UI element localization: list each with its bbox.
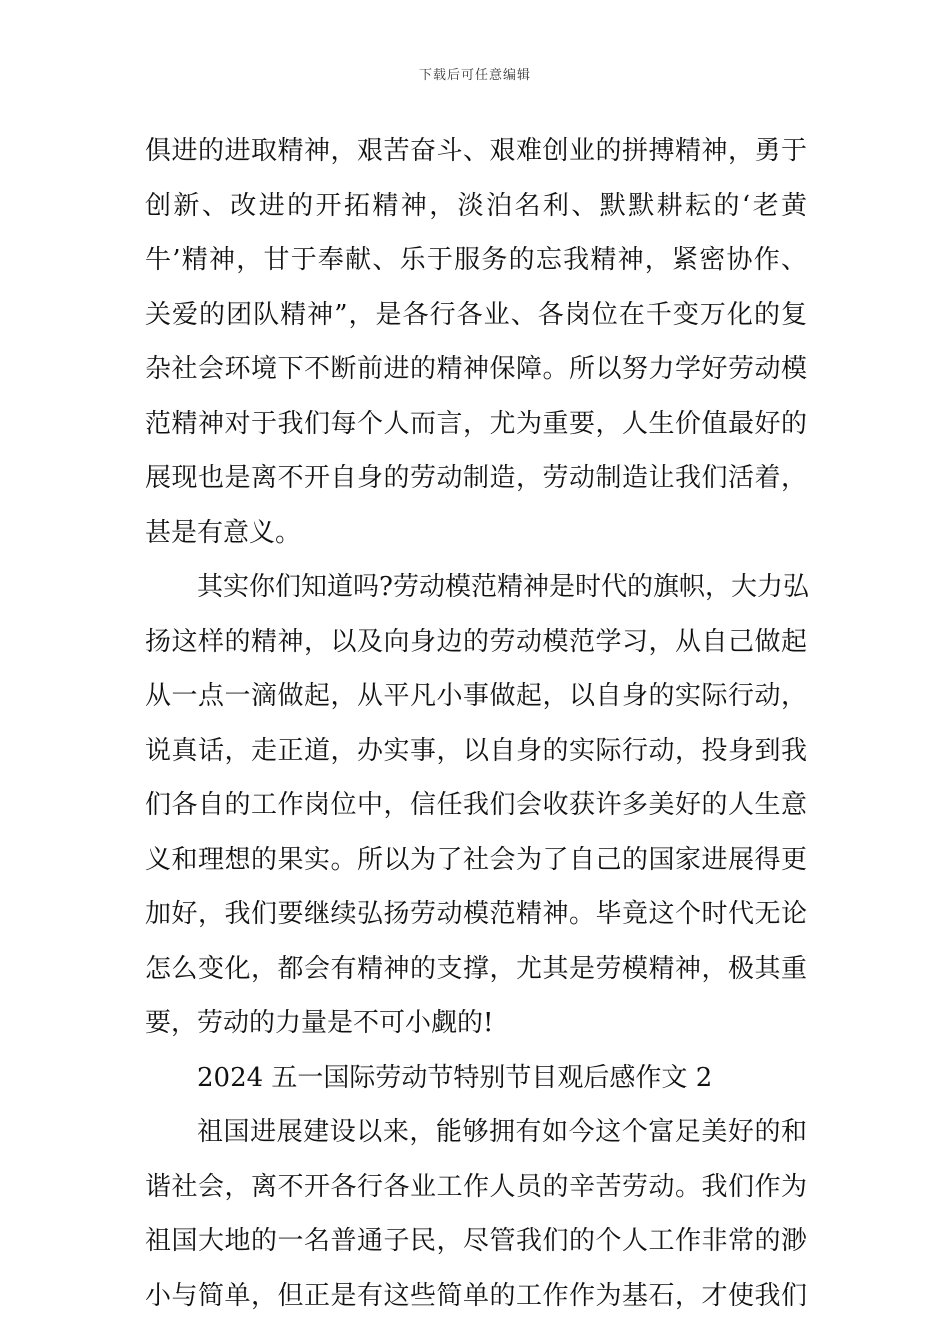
text-line-8: 甚是有意义。 [145, 517, 302, 548]
page-header: 下载后可任意编辑 [418, 68, 531, 83]
text-line-15: 加好，我们要继续弘扬劳动模范精神。毕竟这个时代无论 [145, 899, 807, 929]
section-heading: 2024 五一国际劳动节特别节目观后感作文 2 [197, 1062, 713, 1093]
text-line-9: 其实你们知道吗?劳动模范精神是时代的旗帜，大力弘 [197, 572, 809, 602]
text-line-11: 从一点一滴做起，从平凡小事做起，以自身的实际行动， [145, 681, 807, 711]
text-line-16: 怎么变化，都会有精神的支撑，尤其是劳模精神，极其重 [145, 953, 807, 984]
text-line-10: 扬这样的精神，以及向身边的劳动模范学习，从自己做起 [145, 626, 807, 657]
text-line-7: 展现也是离不开自身的劳动制造，劳动制造让我们活着， [145, 463, 807, 493]
text-line-13: 们各自的工作岗位中，信任我们会收获许多美好的人生意 [145, 790, 807, 820]
text-line-20: 谐社会，离不开各行各业工作人员的辛苦劳动。我们作为 [145, 1171, 807, 1202]
text-line-4: 关爱的团队精神”，是各行各业、各岗位在千变万化的复 [145, 299, 807, 330]
text-line-12: 说真话，走正道，办实事，以自身的实际行动，投身到我 [145, 735, 807, 766]
document-body [145, 124, 807, 1323]
text-line-6: 范精神对于我们每个人而言，尤为重要，人生价值最好的 [145, 408, 807, 439]
text-line-17: 要，劳动的力量是不可小觑的! [145, 1008, 494, 1038]
text-line-3: 牛’精神，甘于奉献、乐于服务的忘我精神，紧密协作、 [145, 245, 807, 275]
text-line-21: 祖国大地的一名普通子民，尽管我们的个人工作非常的渺 [145, 1226, 807, 1256]
text-line-14: 义和理想的果实。所以为了社会为了自己的国家进展得更 [145, 844, 807, 875]
text-line-2: 创新、改进的开拓精神，淡泊名利、默默耕耘的‘老黄 [145, 190, 807, 221]
text-line-22: 小与简单，但正是有这些简单的工作作为基石，才使我们 [145, 1280, 807, 1311]
text-line-19: 祖国进展建设以来，能够拥有如今这个富足美好的和 [197, 1117, 807, 1147]
text-line-5: 杂社会环境下不断前进的精神保障。所以努力学好劳动模 [145, 354, 807, 384]
text-line-1: 俱进的进取精神，艰苦奋斗、艰难创业的拼搏精神，勇于 [145, 136, 807, 166]
